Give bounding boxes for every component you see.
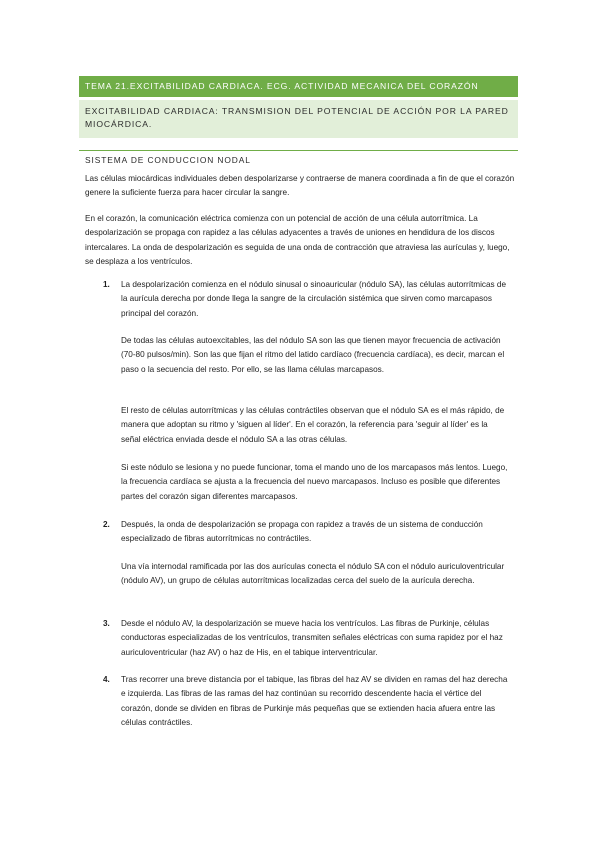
subtitle: EXCITABILIDAD CARDIACA: TRANSMISION DEL POTENCIAL DE ACCIÓN POR LA PARED MIOCÁRDICA. — [85, 106, 509, 129]
intro-paragraph-1: Las células miocárdicas individuales deben despolarizarse y contraerse de manera coordinada a fin de que el corazón genere la suficiente fuerza para hacer circular la sangre. — [85, 174, 515, 198]
list-number-4: 4. — [103, 675, 110, 684]
list-item-2-para-2: Una vía internodal ramificada por las dos aurículas conecta el nódulo SA con el nódulo auriculoventricular (nódulo AV), un grupo de células autorrítmicas localizadas cerca del suelo de la aurícula derecha. — [121, 562, 505, 586]
list-number-1: 1. — [103, 280, 110, 289]
list-item-1-para-1: La despolarización comienza en el nódulo sinusal o sinoauricular (nódulo SA), las células autorrítmicas de la aurícula derecha por donde llega la sangre de la circulación sistémica que sirven como marcapasos principal del corazón. — [121, 280, 507, 318]
chapter-title: TEMA 21.EXCITABILIDAD CARDIACA. ECG. ACTIVIDAD MECANICA DEL CORAZÓN — [85, 81, 479, 91]
intro-paragraph-2: En el corazón, la comunicación eléctrica comienza con un potencial de acción de una célula autorrítmica. La despolarización se propaga con rapidez a las células adyacentes a través de uniones en hendidura de los discos intercalares. La onda de despolarización es seguida de una onda de contracción que atraviesa las aurículas y, luego, se desplaza a los ventrículos. — [85, 214, 510, 266]
subtitle-banner — [79, 100, 518, 138]
section-divider — [79, 150, 518, 151]
list-number-2: 2. — [103, 520, 110, 529]
list-number-3: 3. — [103, 619, 110, 628]
list-item-4-para-1: Tras recorrer una breve distancia por el tabique, las fibras del haz AV se dividen en ramas del haz derecha e izquierda. Las fibras de las ramas del haz continúan su recorrido descendente hacia el vértice del corazón, donde se dividen en fibras de Purkinje más pequeñas que se extienden hacia afuera entre las células contráctiles. — [121, 675, 508, 727]
section-heading: SISTEMA DE CONDUCCION NODAL — [85, 155, 251, 165]
list-item-2-para-1: Después, la onda de despolarización se propaga con rapidez a través de un sistema de conducción especializado de fibras autorrítmicas no contráctiles. — [121, 520, 483, 544]
list-item-1-para-4: Si este nódulo se lesiona y no puede funcionar, toma el mando uno de los marcapasos más lentos. Luego, la frecuencia cardíaca se ajusta a la frecuencia del nuevo marcapasos. Incluso es posible que diferentes partes del corazón sigan diferentes marcapasos. — [121, 463, 508, 501]
list-item-3-para-1: Desde el nódulo AV, la despolarización se mueve hacia los ventrículos. Las fibras de Purkinje, células conductoras especializadas de los ventrículos, transmiten señales eléctricas con suma rapidez por el haz auriculoventricular (haz AV) o haz de His, en el tabique interventricular. — [121, 619, 503, 657]
chapter-title-banner — [79, 76, 518, 97]
list-item-1-para-2: De todas las células autoexcitables, las del nódulo SA son las que tienen mayor frecuencia de activación (70-80 pulsos/min). Son las que fijan el ritmo del latido cardíaco (frecuencia cardíaca), es decir, marcan el paso o la secuencia del resto. Por ello, se las llama células marcapasos. — [121, 336, 505, 374]
list-item-1-para-3: El resto de células autorrítmicas y las células contráctiles observan que el nódulo SA es el más rápido, de manera que adoptan su ritmo y 'siguen al líder'. En el corazón, la referencia para 'seguir al líder' es la señal eléctrica enviada desde el nódulo SA a las otras células. — [121, 406, 505, 444]
